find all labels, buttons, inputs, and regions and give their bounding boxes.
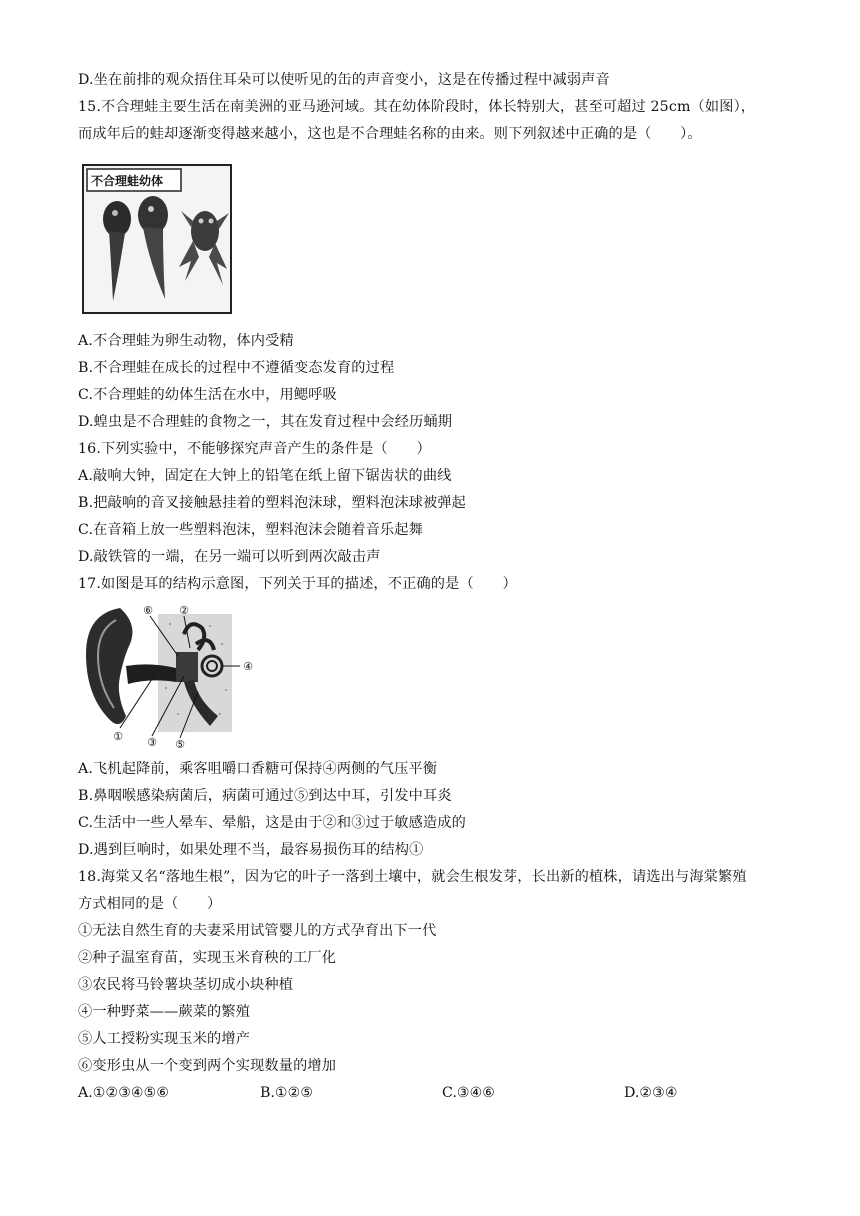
q15-option-a: A.不合理蛙为卵生动物，体内受精 bbox=[78, 333, 294, 349]
q16-option-d: D.敲铁管的一端，在另一端可以听到两次敲击声 bbox=[78, 549, 381, 565]
q18-option-d: D.②③④ bbox=[624, 1085, 678, 1101]
q18-option-c: C.③④⑥ bbox=[442, 1085, 496, 1101]
q18-item-2: ②种子温室育苗，实现玉米育秧的工厂化 bbox=[78, 950, 337, 966]
q17-stem: 17.如图是耳的结构示意图，下列关于耳的描述，不正确的是（ ） bbox=[78, 576, 517, 592]
q16-option-c: C.在音箱上放一些塑料泡沫，塑料泡沫会随着音乐起舞 bbox=[78, 522, 423, 538]
q18-stem-line1: 18.海棠又名“落地生根”，因为它的叶子一落到土壤中，就会生根发芽，长出新的植株，请选出与海棠繁殖 bbox=[78, 869, 747, 885]
q16-stem: 16.下列实验中，不能够探究声音产生的条件是（ ） bbox=[78, 441, 431, 457]
q18-item-3: ③农民将马铃薯块茎切成小块种植 bbox=[78, 977, 294, 993]
q18-item-4: ④一种野菜——蕨菜的繁殖 bbox=[78, 1004, 251, 1020]
q15-option-c: C.不合理蛙的幼体生活在水中，用鳃呼吸 bbox=[78, 387, 337, 403]
ear-label-6: ⑥ bbox=[143, 604, 153, 617]
q15-stem-line1: 15.不合理蛙主要生活在南美洲的亚马逊河域。其在幼体阶段时，体长特别大，甚至可超过 25cm（如图）， bbox=[78, 99, 756, 115]
q16-option-a: A.敲响大钟，固定在大钟上的铅笔在纸上留下锯齿状的曲线 bbox=[78, 468, 452, 484]
q17-option-a: A.飞机起降前，乘客咀嚼口香糖可保持④两侧的气压平衡 bbox=[78, 761, 438, 777]
ear-label-4: ④ bbox=[243, 660, 253, 673]
q18-item-1: ①无法自然生育的夫妻采用试管婴儿的方式孕育出下一代 bbox=[78, 923, 437, 939]
q15-stem-line2: 而成年后的蛙却逐渐变得越来越小，这也是不合理蛙名称的由来。则下列叙述中正确的是（ ）。 bbox=[78, 126, 702, 142]
ear-label-3: ③ bbox=[147, 736, 157, 749]
q14-option-d: D.坐在前排的观众捂住耳朵可以使听见的缶的声音变小，这是在传播过程中减弱声音 bbox=[78, 72, 610, 88]
q18-item-5: ⑤人工授粉实现玉米的增产 bbox=[78, 1031, 251, 1047]
q17-option-c: C.生活中一些人晕车、晕船，这是由于②和③过于敏感造成的 bbox=[78, 815, 466, 831]
frog-tadpole-figure bbox=[79, 161, 235, 317]
ear-label-2: ② bbox=[179, 604, 189, 617]
ear-label-5: ⑤ bbox=[175, 738, 185, 750]
q18-item-6: ⑥变形虫从一个变到两个实现数量的增加 bbox=[78, 1058, 337, 1074]
q18-option-a: A.①②③④⑤⑥ bbox=[78, 1085, 170, 1101]
frog-tadpole-image bbox=[79, 161, 235, 317]
q15-option-b: B.不合理蛙在成长的过程中不遵循变态发育的过程 bbox=[78, 360, 395, 376]
q16-option-b: B.把敲响的音叉接触悬挂着的塑料泡沫球，塑料泡沫球被弹起 bbox=[78, 495, 467, 511]
ear-structure-figure bbox=[80, 604, 262, 750]
q17-option-b: B.鼻咽喉感染病菌后，病菌可通过⑤到达中耳，引发中耳炎 bbox=[78, 788, 452, 804]
ear-label-1: ① bbox=[113, 730, 123, 743]
figure-caption: 不合理蛙幼体 bbox=[91, 174, 164, 188]
q18-option-b: B.①②⑤ bbox=[260, 1085, 314, 1101]
q17-option-d: D.遇到巨响时，如果处理不当，最容易损伤耳的结构① bbox=[78, 842, 424, 858]
ear-diagram bbox=[80, 604, 262, 750]
q18-stem-line2: 方式相同的是（ ） bbox=[78, 896, 222, 912]
q15-option-d: D.蝗虫是不合理蛙的食物之一，其在发育过程中会经历蛹期 bbox=[78, 414, 453, 430]
